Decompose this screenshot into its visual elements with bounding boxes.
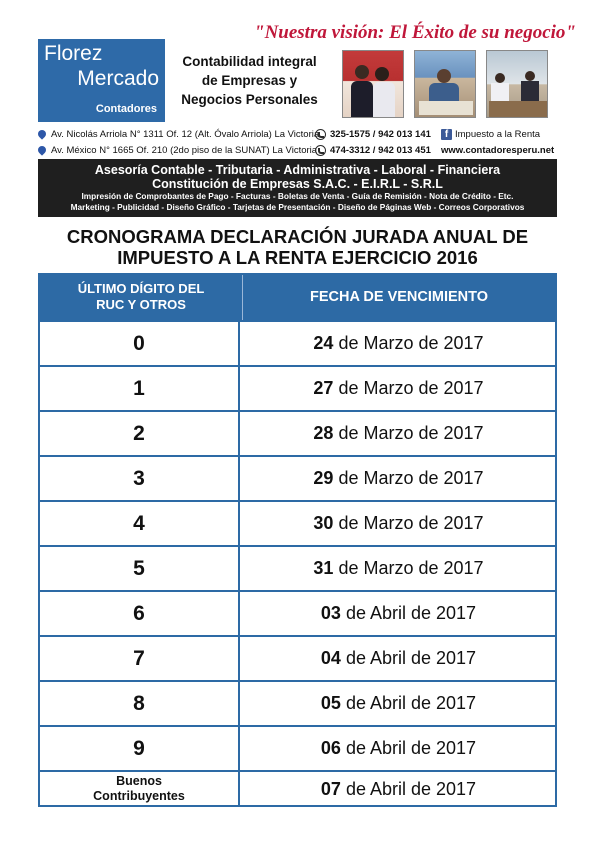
date-rest: de Marzo de 2017	[333, 378, 484, 398]
website-link[interactable]: www.contadoresperu.net	[441, 145, 555, 156]
facebook-row	[441, 127, 540, 143]
location-pin-icon	[36, 145, 47, 156]
date-rest: de Marzo de 2017	[333, 333, 484, 353]
table-row	[40, 590, 555, 635]
whatsapp-icon	[315, 145, 326, 156]
address-row-2	[38, 143, 317, 159]
banner-line-1: Asesoría Contable - Tributaria - Administrativa - Laboral - Financiera	[94, 163, 501, 177]
date-rest: de Marzo de 2017	[333, 558, 484, 578]
logo-line-contadores: Contadores	[95, 103, 157, 115]
digit-cell: 2	[40, 412, 240, 455]
address-row-1	[38, 127, 319, 143]
tagline	[172, 52, 327, 109]
location-pin-icon	[36, 129, 47, 140]
team-photo	[342, 50, 404, 118]
table-row	[40, 680, 555, 725]
digit-cell: 4	[40, 502, 240, 545]
office-photo	[414, 50, 476, 118]
facebook-icon: f	[441, 129, 452, 140]
digit-cell	[40, 772, 240, 807]
table-header	[40, 275, 555, 320]
website-row	[441, 143, 554, 159]
banner-line-3: Impresión de Comprobantes de Pago - Facturas - Boletas de Venta - Guía de Remisión - Nota de Crédito - Etc.	[81, 191, 514, 201]
address-text: Av. México N° 1665 Of. 210 (2do piso de la SUNAT) La Victoria	[51, 145, 318, 156]
digit-cell: 8	[40, 682, 240, 725]
title-line: CRONOGRAMA DECLARACIÓN JURADA ANUAL DE	[66, 226, 529, 247]
date-rest: de Marzo de 2017	[333, 468, 484, 488]
table-row	[40, 500, 555, 545]
date-rest: de Abril de 2017	[340, 693, 477, 713]
date-day: 07	[320, 779, 341, 799]
date-cell	[242, 412, 555, 455]
date-rest: de Marzo de 2017	[333, 423, 484, 443]
date-day: 24	[313, 333, 334, 353]
slogan: "Nuestra visión: El Éxito de su negocio"	[254, 22, 576, 43]
date-rest: de Marzo de 2017	[333, 513, 484, 533]
digit-cell: 6	[40, 592, 240, 635]
table-row	[40, 320, 555, 365]
date-day: 05	[320, 693, 341, 713]
document-title	[38, 226, 557, 268]
tagline-line: de Empresas y	[201, 73, 298, 88]
table-row	[40, 365, 555, 410]
schedule-table	[38, 273, 557, 807]
services-banner	[38, 159, 557, 217]
date-cell	[242, 682, 555, 725]
date-day: 29	[313, 468, 334, 488]
date-rest: de Abril de 2017	[340, 603, 477, 623]
table-row	[40, 410, 555, 455]
date-rest: de Abril de 2017	[340, 648, 477, 668]
phone-text: 474-3312 / 942 013 451	[330, 145, 431, 156]
date-cell	[242, 727, 555, 770]
facebook-page[interactable]: Impuesto a la Renta	[455, 129, 541, 140]
header-digit	[40, 275, 242, 320]
date-day: 28	[313, 423, 334, 443]
header-digit-line: ÚLTIMO DÍGITO DEL	[77, 281, 205, 296]
logo-line-florez: Florez	[44, 42, 103, 65]
date-cell	[242, 322, 555, 365]
date-rest: de Abril de 2017	[340, 779, 477, 799]
date-cell	[242, 547, 555, 590]
date-day: 30	[313, 513, 334, 533]
table-row	[40, 635, 555, 680]
digit-cell: 5	[40, 547, 240, 590]
date-cell	[242, 367, 555, 410]
date-day: 04	[320, 648, 341, 668]
banner-line-4: Marketing - Publicidad - Diseño Gráfico - Tarjetas de Presentación - Diseño de Páginas Web - Correos Corporativos	[70, 202, 525, 212]
table-row	[40, 455, 555, 500]
table-row-last	[40, 770, 555, 805]
tagline-line: Negocios Personales	[181, 92, 318, 107]
company-logo	[38, 39, 165, 122]
whatsapp-icon	[315, 129, 326, 140]
table-row	[40, 725, 555, 770]
title-line: IMPUESTO A LA RENTA EJERCICIO 2016	[117, 247, 478, 268]
digit-cell: 1	[40, 367, 240, 410]
date-day: 06	[320, 738, 341, 758]
phone-row-2	[315, 143, 431, 159]
header-digit-line: RUC Y OTROS	[96, 297, 186, 312]
date-day: 03	[320, 603, 341, 623]
date-cell	[242, 637, 555, 680]
date-day: 27	[313, 378, 334, 398]
phone-row-1	[315, 127, 431, 143]
staff-photo	[486, 50, 548, 118]
date-day: 31	[313, 558, 334, 578]
date-cell	[242, 592, 555, 635]
digit-cell: 0	[40, 322, 240, 365]
digit-label-line: Contribuyentes	[93, 789, 185, 803]
digit-label-line: Buenos	[116, 774, 162, 788]
digit-cell: 3	[40, 457, 240, 500]
date-rest: de Abril de 2017	[340, 738, 477, 758]
digit-cell: 9	[40, 727, 240, 770]
phone-text: 325-1575 / 942 013 141	[330, 129, 431, 140]
date-cell	[242, 457, 555, 500]
header-date: FECHA DE VENCIMIENTO	[243, 275, 555, 320]
logo-line-mercado: Mercado	[77, 67, 159, 90]
date-cell	[242, 772, 555, 807]
date-cell	[242, 502, 555, 545]
digit-cell: 7	[40, 637, 240, 680]
banner-line-2: Constitución de Empresas S.A.C. - E.I.R.L - S.R.L	[152, 177, 443, 191]
tagline-line: Contabilidad integral	[182, 54, 317, 69]
table-row	[40, 545, 555, 590]
address-text: Av. Nicolás Arriola N° 1311 Of. 12 (Alt. Óvalo Arriola) La Victoria	[51, 129, 320, 140]
